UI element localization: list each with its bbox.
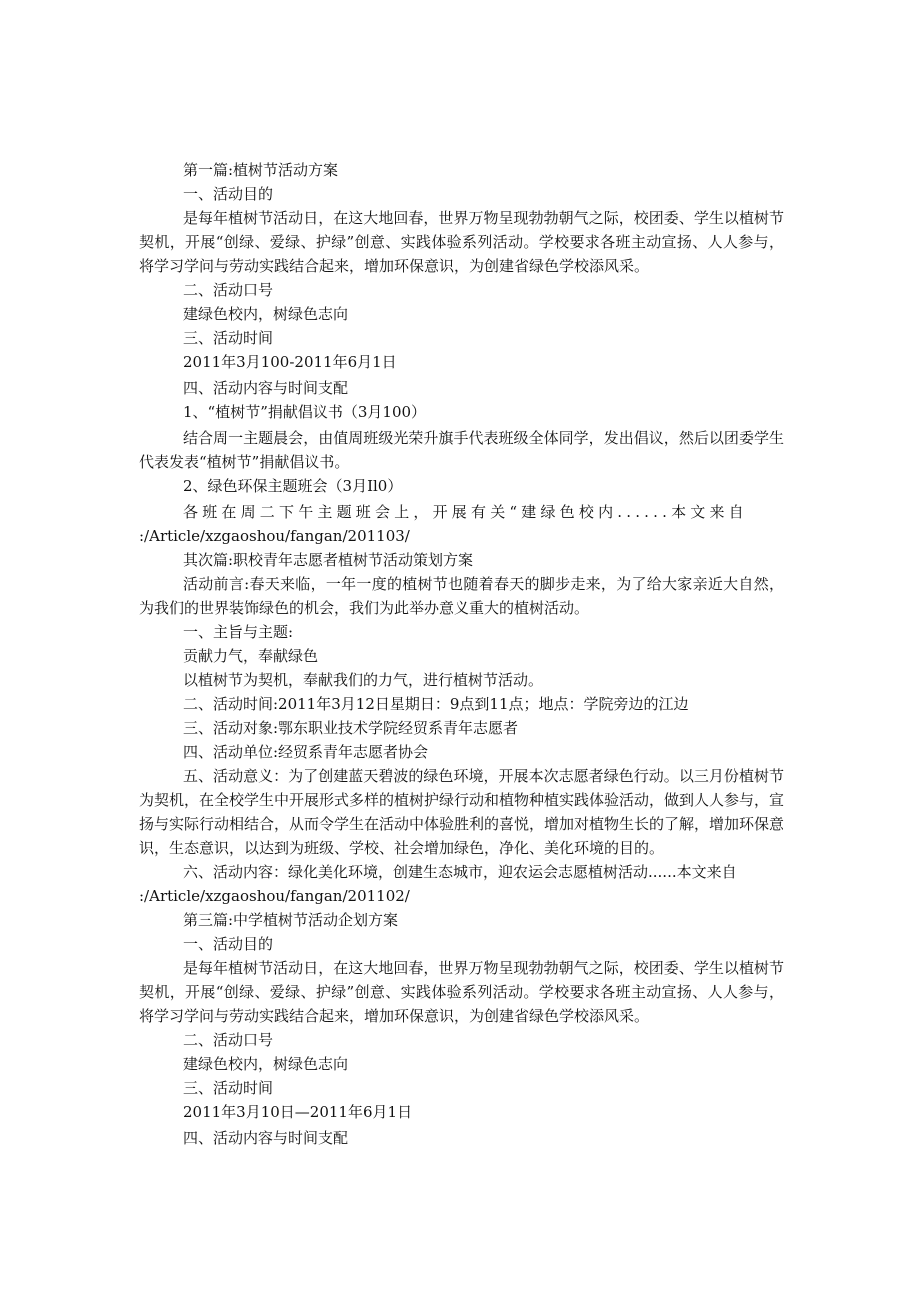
part1-item1-body: 结合周一主题晨会，由值周班级光荣升旗手代表班级全体同学，发出倡议，然后以团委学生代表发表“植树节”捐献倡议书。 [139, 429, 784, 471]
part1-item2-heading: 2、绿色环保主题班会（3月Il0） [183, 477, 403, 495]
part1-section1-body: 是每年植树节活动日，在这大地回春，世界万物呈现勃勃朝气之际，校团委、学生以植树节契机，开展“创绿、爱绿、护绿”创意、实践体验系列活动。学校要求各班主动宣扬、人人参与，将学习学问与劳动实践结合起来，增加环保意识，为创建省绿色学校添风采。 [139, 209, 784, 275]
part2-intro: 活动前言:春天来临，一年一度的植树节也随着春天的脚步走来，为了给大家亲近大自然，为我们的世界装饰绿色的机会，我们为此举办意义重大的植树活动。 [139, 575, 784, 617]
part1-section2-body: 建绿色校内，树绿色志向 [183, 305, 349, 323]
part2-section5: 五、活动意义：为了创建蓝天碧波的绿色环境，开展本次志愿者绿色行动。以三月份植树节为契机，在全校学生中开展形式多样的植树护绿行动和植物种植实践体验活动，做到人人参与，宣扬与实际行动相结合，从而令学生在活动中体验胜利的喜悦，增加对植物生长的了解，增加环保意识，生态意识，以达到为班级、学校、社会增加绿色，净化、美化环境的目的。 [139, 767, 785, 857]
part2-section3: 三、活动对象:鄂东职业技术学院经贸系青年志愿者 [183, 719, 519, 737]
part2-title: 其次篇:职校青年志愿者植树节活动策划方案 [183, 551, 474, 569]
part1-section3-body: 2011年3月100-2011年6月1日 [183, 353, 397, 371]
part1-item2-body: 各班在周二下午主题班会上，开展有关“建绿色校内......本文来自 [183, 503, 748, 521]
part3-section1-body: 是每年植树节活动日，在这大地回春，世界万物呈现勃勃朝气之际，校团委、学生以植树节契机，开展“创绿、爱绿、护绿”创意、实践体验系列活动。学校要求各班主动宣扬、人人参与，将学习学问与劳动实践结合起来，增加环保意识，为创建省绿色学校添风采。 [139, 959, 784, 1025]
part2-section1-line1: 贡献力气，奉献绿色 [183, 647, 319, 665]
part2-source-url: :/Article/xzgaoshou/fangan/201102/ [139, 887, 410, 905]
part3-section2-body: 建绿色校内，树绿色志向 [183, 1055, 349, 1073]
part1-title: 第一篇:植树节活动方案 [183, 161, 339, 179]
part3-section2-heading: 二、活动口号 [183, 1031, 274, 1049]
part2-section1-heading: 一、主旨与主题: [183, 623, 294, 641]
part1-section4-heading: 四、活动内容与时间支配 [183, 379, 349, 397]
part3-section3-body: 2011年3月10日—2011年6月1日 [183, 1103, 413, 1121]
part2-section1-line2: 以植树节为契机，奉献我们的力气，进行植树节活动。 [183, 671, 544, 689]
part1-section1-heading: 一、活动目的 [183, 185, 274, 203]
part2-section6: 六、活动内容：绿化美化环境，创建生态城市，迎农运会志愿植树活动......本文来自 [183, 863, 737, 881]
part1-section2-heading: 二、活动口号 [183, 281, 274, 299]
part1-item1-heading: 1、“植树节”捐献倡议书（3月100） [183, 403, 427, 421]
part3-title: 第三篇:中学植树节活动企划方案 [183, 911, 399, 929]
part1-section3-heading: 三、活动时间 [183, 329, 274, 347]
part3-section3-heading: 三、活动时间 [183, 1079, 274, 1097]
document-body [139, 158, 784, 1150]
part2-section4: 四、活动单位:经贸系青年志愿者协会 [183, 743, 429, 761]
part3-section1-heading: 一、活动目的 [183, 935, 274, 953]
part3-section4-heading: 四、活动内容与时间支配 [183, 1129, 349, 1147]
part1-source-url: :/Article/xzgaoshou/fangan/201103/ [139, 527, 410, 545]
part2-section2: 二、活动时间:2011年3月12日星期日：9点到11点；地点：学院旁边的江边 [183, 695, 689, 713]
